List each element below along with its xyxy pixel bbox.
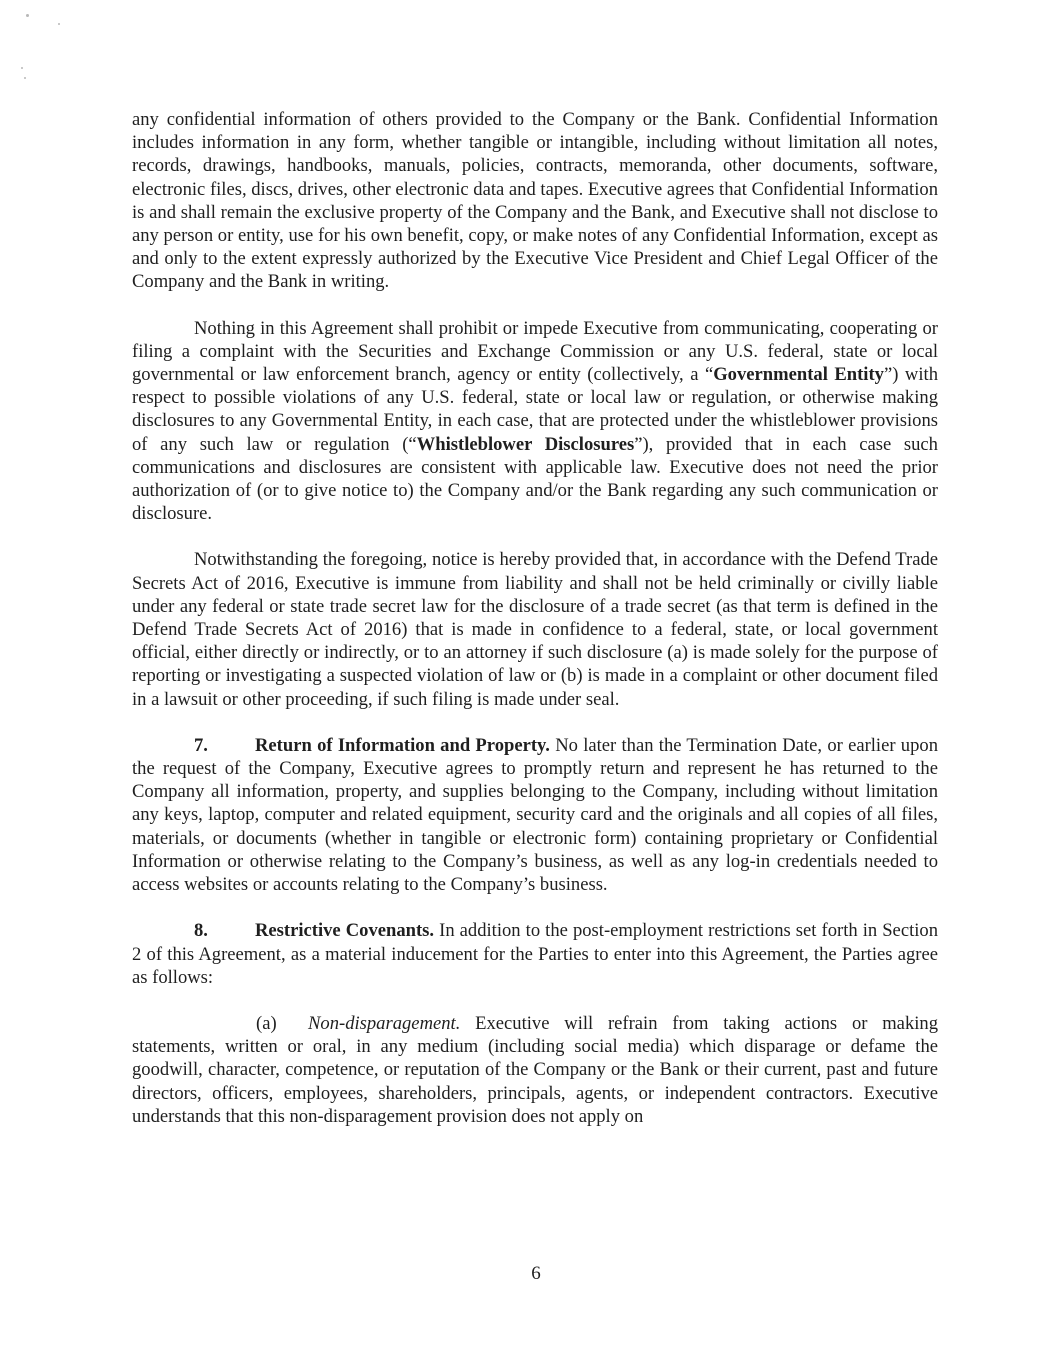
subsection-label: (a) [256, 1012, 277, 1034]
section-text: In addition to the post-employment restrictions set forth in Section 2 of this Agreement, as a material inducement for the Parties to enter into this Agreement, the Parties agree as follows: [132, 920, 938, 988]
document-body [132, 108, 938, 1151]
paragraph-text: ”), provided that in each case such communications and disclosures are consistent with applicable law. Executive does not need the prior authorization of (or to give notice to) the Company and/or the Bank regarding any such communication or disclosure. [132, 433, 938, 525]
scan-speck [21, 67, 23, 69]
section-heading: Return of Information and Property. [255, 734, 550, 756]
paragraph-text: any confidential information of others provided to the Company or the Bank. Confidential Information includes information in any form, whether tangible or intangible, including without limitation all notes, records, drawings, handbooks, manuals, policies, contracts, memoranda, other documents, software, electronic files, discs, drives, other electronic data and tapes. Executive agrees that Confidential Information is and shall remain the exclusive property of the Company and the Bank, and Executive shall not disclose to any person or entity, use for his own benefit, copy, or make notes of any Confidential Information, except as and only to the extent expressly authorized by the Executive Vice President and Chief Legal Officer of the Company and the Bank in writing. [132, 109, 938, 293]
paragraph-whistleblower [132, 317, 938, 526]
section-7-return-of-information [132, 734, 938, 896]
subsection-text: Executive will refrain from taking actions or making statements, written or oral, in any medium (including social media) which disparage or defame the goodwill, character, competence, or reputation of the Company or the Bank or their current, past and future directors, officers, employees, shareholders, principals, agents, or independent contractors. Executive understands that this non-disparagement provision does not apply on [132, 1012, 938, 1127]
defined-term-governmental-entity: Governmental Entity [713, 364, 884, 386]
section-8-restrictive-covenants [132, 919, 938, 989]
section-number: 7. [194, 734, 208, 756]
subsection-heading: Non-disparagement. [308, 1012, 461, 1034]
section-number: 8. [194, 920, 208, 942]
subsection-a-non-disparagement [132, 1012, 938, 1128]
paragraph-text: ”) with respect to possible violations of any U.S. federal, state or local law or regulation, or otherwise making disclosures to any Governmental Entity, in each case, that are protected under the whistleblower provisions of any such law or regulation (“ [132, 364, 938, 455]
page-number: 6 [531, 1263, 541, 1284]
defined-term-whistleblower-disclosures: Whistleblower Disclosures [416, 433, 635, 455]
scan-speck [26, 14, 29, 17]
section-text: No later than the Termination Date, or earlier upon the request of the Company, Executive agrees to promptly return and represent he has returned to the Company all information, property, and supplies belonging to the Company, including without limitation any keys, laptop, computer and related equipment, security card and the originals and all copies of all files, materials, or documents (whether in tangible or electronic form) containing proprietary or Confidential Information or otherwise relating to the Company’s business, as well as any log-in credentials needed to access websites or accounts relating to the Company’s business. [132, 734, 938, 896]
paragraph-defend-trade-secrets [132, 548, 938, 710]
scan-speck [24, 77, 26, 79]
paragraph-confidential-information [132, 108, 938, 294]
scan-speck [58, 23, 60, 25]
paragraph-text: Notwithstanding the foregoing, notice is hereby provided that, in accordance with the Defend Trade Secrets Act of 2016, Executive is immune from liability and shall not be held criminally or civilly liable under any federal or state trade secret law for the disclosure of a trade secret (as that term is defined in the Defend Trade Secrets Act of 2016) that is made in confidence to a federal, state, or local government official, either directly or indirectly, or to an attorney if such disclosure (a) is made solely for the purpose of reporting or investigating a suspected violation of law or (b) is made in a complaint or other document filed in a lawsuit or other proceeding, if such filing is made under seal. [132, 549, 938, 710]
paragraph-text: Nothing in this Agreement shall prohibit or impede Executive from communicating, cooperating or filing a complaint with the Securities and Exchange Commission or any U.S. federal, state or local governmental or law enforcement branch, agency or entity (collectively, a “ [132, 317, 938, 386]
section-heading: Restrictive Covenants. [255, 920, 435, 942]
